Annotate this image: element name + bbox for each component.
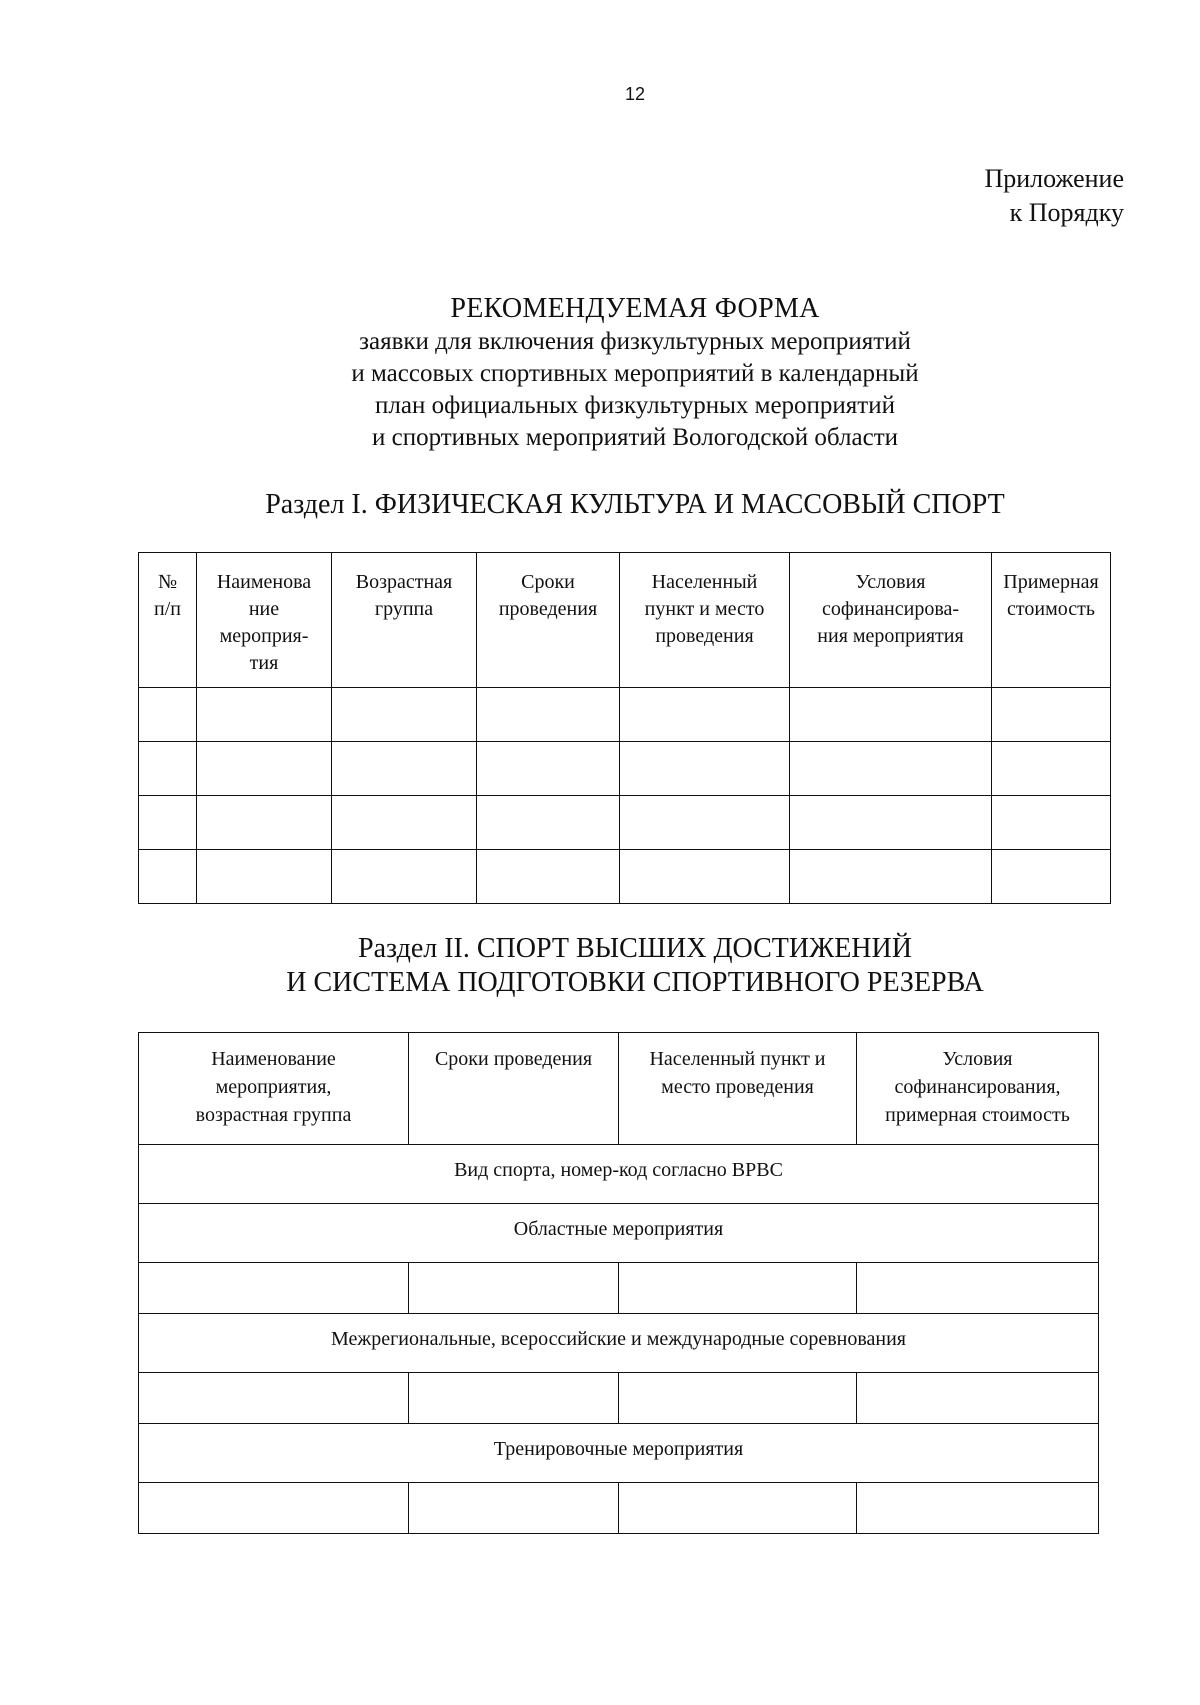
header-text: п/п xyxy=(154,598,181,620)
table-row xyxy=(139,1373,1099,1424)
section2-heading-line: И СИСТЕМА ПОДГОТОВКИ СПОРТИВНОГО РЕЗЕРВА xyxy=(286,967,984,998)
section1-table xyxy=(138,552,1111,904)
table-cell[interactable] xyxy=(992,850,1111,904)
header-text: Возрастная xyxy=(355,571,453,593)
header-text: Примерная xyxy=(1003,571,1099,593)
header-text: проведения xyxy=(498,598,598,620)
form-subtitle-line: и массовых спортивных мероприятий в календарный xyxy=(351,360,919,387)
table-cell[interactable] xyxy=(139,1373,409,1424)
table-cell[interactable] xyxy=(139,796,197,850)
group-label-training: Тренировочные мероприятия xyxy=(139,1424,1099,1483)
table-cell[interactable] xyxy=(197,688,332,742)
table-cell[interactable] xyxy=(197,742,332,796)
table-row xyxy=(139,688,1111,742)
header-text: мероприятия, xyxy=(215,1076,332,1098)
table-cell[interactable] xyxy=(620,688,790,742)
table-row xyxy=(139,742,1111,796)
header-text: софинансирования, xyxy=(894,1076,1061,1098)
table-cell[interactable] xyxy=(409,1263,619,1314)
table-cell[interactable] xyxy=(857,1483,1099,1534)
table-row xyxy=(139,1483,1099,1534)
group-label-sport-type: Вид спорта, номер-код согласно ВРВС xyxy=(139,1145,1099,1204)
table-cell[interactable] xyxy=(790,688,992,742)
table-row xyxy=(139,850,1111,904)
table-row xyxy=(139,1263,1099,1314)
table-cell[interactable] xyxy=(992,742,1111,796)
table-cell[interactable] xyxy=(477,742,620,796)
table-cell[interactable] xyxy=(139,850,197,904)
column-header-location xyxy=(619,1033,857,1145)
form-title-block xyxy=(130,292,1140,454)
header-text: Условия xyxy=(855,571,926,593)
table-cell[interactable] xyxy=(409,1373,619,1424)
group-row-training xyxy=(139,1424,1099,1483)
header-text: Сроки проведения xyxy=(434,1048,593,1070)
table-cell[interactable] xyxy=(197,850,332,904)
column-header-location xyxy=(620,553,790,688)
table-cell[interactable] xyxy=(619,1263,857,1314)
table-cell[interactable] xyxy=(992,796,1111,850)
header-text: стоимость xyxy=(1007,598,1095,620)
table-cell[interactable] xyxy=(332,742,477,796)
header-text: тия xyxy=(249,652,279,674)
section2-table xyxy=(138,1032,1099,1534)
appendix-line-2: к Порядку xyxy=(1009,198,1124,227)
table-cell[interactable] xyxy=(332,796,477,850)
page-number: 12 xyxy=(624,84,646,104)
header-text: ние xyxy=(248,598,280,620)
form-subtitle-line: заявки для включения физкультурных мероприятий xyxy=(359,328,911,355)
header-text: № xyxy=(157,571,178,593)
table-cell[interactable] xyxy=(197,796,332,850)
form-subtitle-line: и спортивных мероприятий Вологодской области xyxy=(371,424,899,451)
table-cell[interactable] xyxy=(620,850,790,904)
table-cell[interactable] xyxy=(332,688,477,742)
table-cell[interactable] xyxy=(619,1483,857,1534)
section1-heading: Раздел I. ФИЗИЧЕСКАЯ КУЛЬТУРА И МАССОВЫЙ СПОРТ xyxy=(265,489,1005,520)
table-cell[interactable] xyxy=(992,688,1111,742)
table-cell[interactable] xyxy=(332,850,477,904)
header-text: софинансирова- xyxy=(821,598,960,620)
table-cell[interactable] xyxy=(139,1483,409,1534)
header-text: Наименова xyxy=(216,571,312,593)
header-text: пункт и место xyxy=(644,598,765,620)
column-header-age-group xyxy=(332,553,477,688)
table-cell[interactable] xyxy=(857,1373,1099,1424)
table-cell[interactable] xyxy=(857,1263,1099,1314)
column-header-cost xyxy=(992,553,1111,688)
group-row-regional xyxy=(139,1204,1099,1263)
column-header-dates xyxy=(477,553,620,688)
table-cell[interactable] xyxy=(790,850,992,904)
section2-header-row xyxy=(139,1033,1099,1145)
header-text: группа xyxy=(374,598,434,620)
header-text: примерная стоимость xyxy=(885,1104,1070,1126)
header-text: возрастная группа xyxy=(195,1104,352,1126)
header-text: Населенный пункт и xyxy=(649,1048,826,1070)
section2-heading xyxy=(130,932,1140,1000)
table-cell[interactable] xyxy=(477,688,620,742)
section1-header-row xyxy=(139,553,1111,688)
group-label-interregional: Межрегиональные, всероссийские и международные соревнования xyxy=(139,1314,1099,1373)
appendix-label xyxy=(984,162,1124,230)
table-cell[interactable] xyxy=(619,1373,857,1424)
table-row xyxy=(139,796,1111,850)
section2-heading-line: Раздел II. СПОРТ ВЫСШИХ ДОСТИЖЕНИЙ xyxy=(358,933,912,964)
column-header-dates xyxy=(409,1033,619,1145)
header-text: место проведения xyxy=(661,1076,814,1098)
table-cell[interactable] xyxy=(139,688,197,742)
header-text: мероприя- xyxy=(219,625,309,647)
form-subtitle-line: план официальных физкультурных мероприятий xyxy=(375,392,895,419)
group-row-sport-type xyxy=(139,1145,1099,1204)
group-label-regional: Областные мероприятия xyxy=(139,1204,1099,1263)
header-text: проведения xyxy=(655,625,754,647)
table-cell[interactable] xyxy=(620,796,790,850)
header-text: Наименование xyxy=(211,1048,336,1070)
header-text: ния мероприятия xyxy=(817,625,964,647)
table-cell[interactable] xyxy=(620,742,790,796)
header-text: Условия xyxy=(942,1048,1013,1070)
column-header-event-name xyxy=(197,553,332,688)
column-header-cofinancing-cost xyxy=(857,1033,1099,1145)
column-header-event-name-age xyxy=(139,1033,409,1145)
table-cell[interactable] xyxy=(790,742,992,796)
group-row-interregional xyxy=(139,1314,1099,1373)
header-text: Сроки xyxy=(521,571,575,593)
header-text: Населенный xyxy=(651,571,758,593)
form-title: РЕКОМЕНДУЕМАЯ ФОРМА xyxy=(450,293,820,324)
column-header-number xyxy=(139,553,197,688)
table-cell[interactable] xyxy=(477,796,620,850)
appendix-line-1: Приложение xyxy=(984,164,1124,193)
column-header-cofinancing xyxy=(790,553,992,688)
table-cell[interactable] xyxy=(409,1483,619,1534)
table-cell[interactable] xyxy=(139,742,197,796)
table-cell[interactable] xyxy=(139,1263,409,1314)
table-cell[interactable] xyxy=(790,796,992,850)
table-cell[interactable] xyxy=(477,850,620,904)
